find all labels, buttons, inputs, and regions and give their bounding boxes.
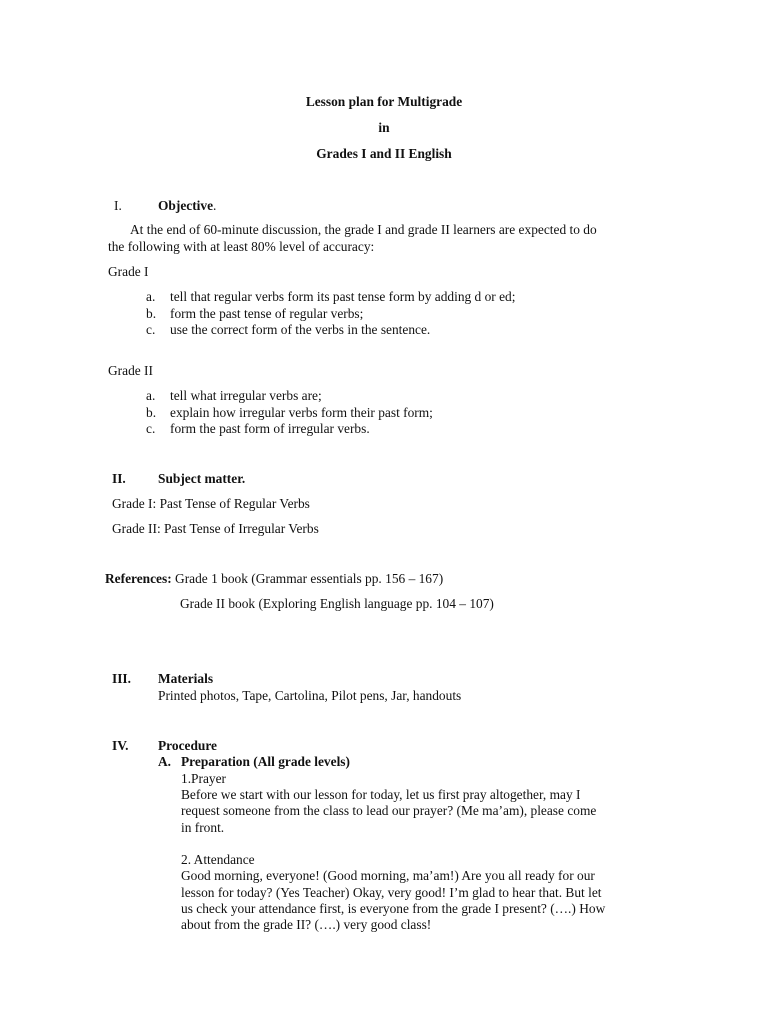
- grade2-label: Grade II: [108, 363, 153, 378]
- attendance-line: us check your attendance first, is everyone from the grade I present? (….) How: [181, 901, 606, 916]
- attendance-line: Good morning, everyone! (Good morning, ma’am!) Are you all ready for our: [181, 868, 595, 883]
- reference-2: Grade II book (Exploring English language pp. 104 – 107): [180, 596, 494, 611]
- procedure-numeral: IV.: [112, 738, 129, 753]
- list-marker: c.: [146, 322, 156, 337]
- title-line-1: Lesson plan for Multigrade: [305, 94, 463, 109]
- prayer-line: Before we start with our lesson for today, let us first pray altogether, may I: [181, 787, 581, 802]
- subject-grade1: Grade I: Past Tense of Regular Verbs: [112, 496, 310, 511]
- attendance-line: lesson for today? (Yes Teacher) Okay, very good! I’m glad to hear that. But let: [181, 885, 602, 900]
- subject-numeral: II.: [112, 471, 126, 486]
- materials-heading: Materials: [158, 671, 214, 686]
- objective-heading: [158, 198, 216, 214]
- list-text: tell what irregular verbs are;: [170, 388, 322, 403]
- preparation-marker: A.: [158, 754, 172, 769]
- title-line-3: Grades I and II English: [316, 146, 452, 161]
- prayer-line: request someone from the class to lead our prayer? (Me ma’am), please come: [181, 803, 597, 818]
- objective-intro-line-1: At the end of 60-minute discussion, the grade I and grade II learners are expected to do: [130, 222, 597, 237]
- list-text: tell that regular verbs form its past tense form by adding d or ed;: [170, 289, 516, 304]
- materials-numeral: III.: [112, 671, 131, 686]
- subject-grade2: Grade II: Past Tense of Irregular Verbs: [112, 521, 319, 536]
- objective-intro-line-2: the following with at least 80% level of accuracy:: [108, 239, 375, 254]
- prayer-title: 1.Prayer: [181, 771, 226, 786]
- objective-heading-text: Objective: [158, 198, 214, 213]
- list-text: form the past form of irregular verbs.: [170, 421, 370, 436]
- attendance-line: about from the grade II? (….) very good class!: [181, 917, 432, 932]
- objective-numeral: I.: [114, 198, 122, 213]
- materials-list: Printed photos, Tape, Cartolina, Pilot pens, Jar, handouts: [158, 688, 462, 703]
- list-marker: a.: [146, 388, 156, 403]
- list-marker: b.: [146, 305, 157, 321]
- list-text: explain how irregular verbs form their past form;: [170, 404, 433, 420]
- prayer-line: in front.: [181, 820, 225, 835]
- list-text: form the past tense of regular verbs;: [170, 305, 364, 321]
- subject-heading: Subject matter.: [158, 471, 246, 486]
- reference-1: Grade 1 book (Grammar essentials pp. 156 – 167): [175, 571, 444, 586]
- title-line-2: in: [378, 120, 390, 135]
- list-marker: b.: [146, 404, 157, 420]
- list-marker: c.: [146, 421, 156, 436]
- preparation-heading: Preparation (All grade levels): [181, 754, 350, 769]
- attendance-title: 2. Attendance: [181, 852, 255, 867]
- procedure-heading: Procedure: [158, 738, 218, 753]
- list-text: use the correct form of the verbs in the sentence.: [170, 322, 431, 337]
- references-line-1: [105, 571, 443, 587]
- references-label: References:: [105, 571, 172, 586]
- grade1-label: Grade I: [108, 264, 149, 279]
- objective-heading-period: .: [213, 198, 217, 213]
- list-marker: a.: [146, 289, 156, 304]
